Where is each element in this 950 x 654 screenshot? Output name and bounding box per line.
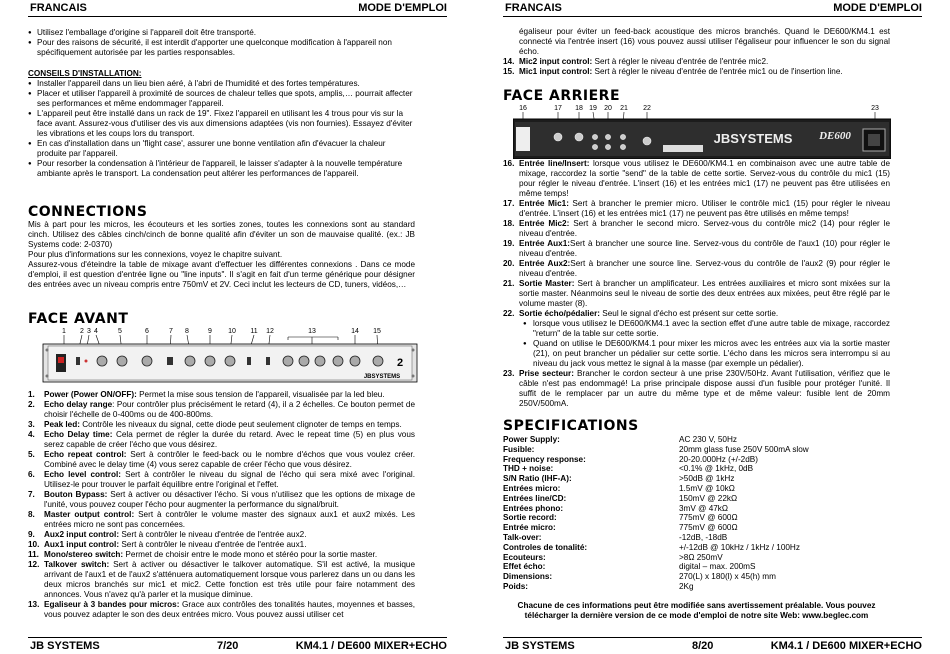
list-item: 11. Mono/stereo switch: Permet de choisir entre le mode mono et stéréo pour la sortie master. bbox=[28, 550, 378, 559]
intro-bullets bbox=[28, 28, 415, 58]
spec-row bbox=[503, 523, 809, 533]
face-avant-section bbox=[28, 311, 415, 327]
callout-3: 3 bbox=[87, 328, 91, 335]
list-item: 17. Entrée Mic1: Sert à brancher le premier micro. Utiliser le contrôle mic1 (15) pour régler le niveau d'entrée. L'insert (16) et les entrées mic1 (17) ne peuvent pas être utilisés en même temps! bbox=[503, 199, 890, 218]
spec-label: Ecouteurs: bbox=[503, 552, 546, 562]
header-language: FRANCAIS bbox=[505, 2, 562, 14]
callout-2: 2 bbox=[80, 328, 84, 335]
callout-7: 7 bbox=[169, 328, 173, 335]
spec-label: THD + noise: bbox=[503, 464, 554, 474]
disclaimer-note: Chacune de ces informations peut être modifiée sans avertissement préalable. Vous pouvez télécharger la dernière version de ce mode d'emploi de notre site Web: www.beglec.com bbox=[517, 600, 876, 620]
callout-23: 23 bbox=[871, 105, 879, 112]
list-item: 12. Talkover switch: Sert à activer ou désactiver le talkover automatique. S'il est activé, la musique arrivant de l'aux1 et de l'aux2 s'atténuera automatiquement lorsque vous parlerez dans un ou dans les deux micros branchés sur mic1 et mic2. Cette fonction est très utile pour faire notamment des annonces. Vous n'avez qu'à parler et la musique diminue. bbox=[28, 560, 415, 599]
list-item: 8. Master output control: Sert à contrôler le volume master des signaux aux1 et aux2 mixés. Les entrées micro ne sont pas concernées. bbox=[28, 510, 415, 529]
spec-label: Power Supply: bbox=[503, 435, 560, 444]
face-arriere-heading: FACE ARRIERE bbox=[503, 88, 621, 104]
list-item: ● Pour resorber la condensation à l'intérieur de l'appareil, le laisser s'adapter à la nouvelle température ambiante après le transport. La condensation peut altérer les performances de l'appareil. bbox=[28, 159, 415, 179]
list-item: 6. Echo level control: Sert à contrôler le niveau du signal de l'écho qui sera mixé avec l'original. Utilisez-le pour trouver le parfait équilibre entre l'original et l'effet. bbox=[28, 470, 415, 489]
paragraph: égaliseur pour éviter un feed-back acoustique des micros branchés. Quand le DE600/KM4.1 est connecté via l'entrée insert (16) vous pouvez aussi utiliser l'égaliseur pour influencer le son du signal écho. bbox=[519, 27, 890, 56]
spec-row bbox=[503, 582, 809, 592]
list-item: 13. Egaliseur à 3 bandes pour micros: Grace aux contrôles des tonalités hautes, moyennes et basses, vous pouvez adapter le son des deux entrées micro. Vous pouvez aussi utiliser cet bbox=[28, 600, 415, 619]
callout-16: 16 bbox=[519, 105, 527, 112]
paragraph: Assurez-vous d'éteindre la table de mixage avant d'effectuer les différentes connexions . Dans ce mode d'emploi, il est question d'entrée ligne ou "line inputs". Il s'agit en fait d'un terme générique pour désigner des entrées avec un niveau compris entre 750mV et 2V. Ceci inclut les lecteurs de CD, tuners, vidéos,… bbox=[28, 260, 415, 289]
callout-9: 9 bbox=[208, 328, 212, 335]
callout-20: 20 bbox=[604, 105, 612, 112]
callout-8: 8 bbox=[185, 328, 189, 335]
list-item: 18. Entrée Mic2: Sert à brancher le second micro. Servez-vous du contrôle mic2 (14) pour régler le niveau d'entrée. bbox=[503, 219, 890, 238]
callout-15: 15 bbox=[373, 328, 381, 335]
list-item: ● Placer et utiliser l'appareil à proximité de sources de chaleur telles que spots, amplis,… pourrait affecter ses performances et même endommager l'appareil. bbox=[28, 89, 415, 109]
footer-brand: JB SYSTEMS bbox=[505, 640, 575, 652]
list-item: 5. Echo repeat control: Sert à contrôler le feed-back ou le nombre d'échos que vous voulez créer. Combiné avec le delay time (4) vous serez capable de créer l'écho que vous désirez. bbox=[28, 450, 415, 469]
list-item: 7. Bouton Bypass: Sert à activer ou désactiver l'écho. Si vous n'utilisez que les options de mixage de l'unité, vous pouvez couper l'écho pour augmenter la performance du signal/bruit. bbox=[28, 490, 415, 509]
callout-17: 17 bbox=[554, 105, 562, 112]
spec-value: 775mV @ 600Ω bbox=[679, 523, 738, 533]
list-item: 16. Entrée line/Insert: lorsque vous utilisez le DE600/KM4.1 en combinaison avec une autre table de mixage, raccordez la sortie "send" de la table de cette sortie. Servez-vous du contrôle du mic1 (15) pour régler le niveau d'entrée. L'insert (16) et les entrées mic1 (17) ne peuvent pas être utilisées en même temps! bbox=[503, 159, 890, 198]
spec-value: 3mV @ 47kΩ bbox=[679, 503, 729, 513]
paragraph: Pour plus d'informations sur les connexions, voyez le chapitre suivant. bbox=[28, 250, 283, 259]
list-item: 1. Power (Power ON/OFF): Permet la mise sous tension de l'appareil, visualisée par la led bleu. bbox=[28, 390, 385, 399]
page-header bbox=[28, 2, 447, 17]
callout-12: 12 bbox=[266, 328, 274, 335]
page-number: 8/20 bbox=[692, 640, 714, 652]
list-item: 21. Sortie Master: Sert à brancher un amplificateur. Les entrées auxiliaires et micro sont mixées sur la sortie master. Néanmoins seul le niveau de sortie des deux entrées aux mixées, peut être réglé par le volume master (8). bbox=[503, 279, 891, 308]
sub-list-item: ● Quand on utilise le DE600/KM4.1 pour mixer les micros avec les entrées aux via la sortie master (21), on peut brancher un pédalier sur cette sortie. L'écho dans les micros sera interrompu si au niveau du jack vous mettez le signal à la masse (par exemple un pédalier). bbox=[503, 339, 890, 369]
spec-row bbox=[503, 474, 809, 484]
spec-value: +/-12dB @ 10kHz / 1kHz / 100Hz bbox=[679, 542, 800, 552]
spec-value: 20-20.000Hz (+/-2dB) bbox=[679, 454, 758, 464]
brand-logo: JBSYSTEMS bbox=[363, 374, 401, 380]
callout-19: 19 bbox=[589, 105, 597, 112]
spec-label: S/N Ratio (IHF-A): bbox=[503, 474, 572, 484]
spec-label: Controles de tonalité: bbox=[503, 542, 588, 552]
list-item: 19. Entrée Aux1:Sert à brancher une source line. Servez-vous du contrôle de l'aux1 (10) pour régler le niveau d'entrée. bbox=[503, 239, 891, 258]
spec-label: Poids: bbox=[503, 581, 529, 591]
spec-label: Fusible: bbox=[503, 444, 535, 454]
callout-11: 11 bbox=[250, 328, 258, 335]
footer-brand: JB SYSTEMS bbox=[30, 640, 100, 652]
list-item: 23. Prise secteur: Brancher le cordon secteur à une prise 230V/50Hz. Avant l'utilisation, vérifiez que le câble n'est pas endommagé! La prise principale dispose aussi d'un fusible pour protéger l'unité. Il suffit de le remplacer par un autre du même type et de même valeur: fusible lent de 20mm 250V/500mA. bbox=[503, 369, 890, 408]
spec-value: digital – max. 200mS bbox=[679, 562, 756, 572]
model-logo: DE600 bbox=[819, 130, 851, 142]
spec-row bbox=[503, 494, 809, 504]
face-avant-heading: FACE AVANT bbox=[28, 311, 129, 327]
spec-value: 150mV @ 22kΩ bbox=[679, 493, 738, 503]
spec-value: AC 230 V, 50Hz bbox=[679, 435, 737, 444]
spec-table bbox=[503, 435, 809, 592]
install-title: CONSEILS D'INSTALLATION: bbox=[28, 69, 142, 78]
spec-row bbox=[503, 484, 809, 494]
svg-text:2: 2 bbox=[396, 357, 404, 369]
face-arriere-section bbox=[503, 88, 890, 104]
spec-label: Sortie record: bbox=[503, 513, 557, 523]
spec-value: -12dB, -18dB bbox=[679, 532, 728, 542]
header-language: FRANCAIS bbox=[30, 2, 87, 14]
spec-value: 775mV @ 600Ω bbox=[679, 513, 738, 523]
callout-4: 4 bbox=[94, 328, 98, 335]
list-item: 9. Aux2 input control: Sert à contrôler le niveau d'entrée de l'entrée aux2. bbox=[28, 530, 307, 539]
spec-row bbox=[503, 572, 809, 582]
list-item: 20. Entrée Aux2:Sert à brancher une source line. Servez-vous du contrôle de l'aux2 (9) pour régler le niveau d'entrée. bbox=[503, 259, 890, 278]
spec-label: Frequency response: bbox=[503, 454, 586, 464]
spec-value: >8Ω 250mV bbox=[679, 552, 723, 562]
callout-18: 18 bbox=[575, 105, 583, 112]
list-item: ● Installer l'appareil dans un lieu bien aéré, à l'abri de l'humidité et des fortes températures. bbox=[28, 79, 415, 89]
list-item: 2. Echo delay range: Pour contrôler plus précisément le retard (4), il a 2 échelles. Ce bouton permet de choisir l'échelle de 0-400ms ou de 400-800ms. bbox=[28, 400, 415, 419]
spec-row bbox=[503, 533, 809, 543]
connections-section bbox=[28, 204, 415, 290]
spec-value: <0.1% @ 1kHz, 0dB bbox=[679, 464, 754, 474]
rear-items-list bbox=[503, 159, 890, 409]
callout-13: 13 bbox=[308, 328, 316, 335]
spec-value: 1.5mV @ 10kΩ bbox=[679, 483, 735, 493]
list-item: 15. Mic1 input control: Sert à régler le niveau d'entrée de l'entrée mic1 ou de l'insertion line. bbox=[503, 67, 843, 76]
front-items-list bbox=[28, 390, 415, 620]
list-item: 22. Sortie écho/pédalier: Seul le signal d'écho est présent sur cette sortie. bbox=[503, 309, 779, 318]
spec-value: 2Kg bbox=[679, 581, 694, 591]
spec-label: Talk-over: bbox=[503, 532, 542, 542]
list-item: ● Pour des raisons de sécurité, il est interdit d'apporter une quelconque modification à l'appareil non spécifiquement autorisée par les parties responsables. bbox=[28, 38, 415, 58]
spec-label: Entrées phono: bbox=[503, 503, 564, 513]
page-number: 7/20 bbox=[217, 640, 239, 652]
list-item: 3. Peak led: Contrôle les niveaux du signal, cette diode peut seulement clignoter de temps en temps. bbox=[28, 420, 402, 429]
callout-14: 14 bbox=[351, 328, 359, 335]
spec-row bbox=[503, 513, 809, 523]
front-panel-illustration bbox=[42, 326, 422, 386]
spec-label: Entrées micro: bbox=[503, 483, 561, 493]
list-item: 14. Mic2 input control: Sert à régler le niveau d'entrée de l'entrée mic2. bbox=[503, 57, 769, 66]
callout-10: 10 bbox=[228, 328, 236, 335]
callout-22: 22 bbox=[643, 105, 651, 112]
paragraph: Mis à part pour les micros, les écouteurs et les sorties zones, toutes les connexions sont au standard cinch. Utilisez des câbles cinch/cinch de bonne qualité afin d'éviter un son de mauvaise qualité. (ex.: JB Systems code: 2-0370) bbox=[28, 220, 415, 249]
header-title: MODE D'EMPLOI bbox=[833, 2, 922, 14]
footer-product: KM4.1 / DE600 MIXER+ECHO bbox=[295, 640, 447, 652]
install-section bbox=[28, 69, 415, 179]
list-item: 4. Echo Delay time: Cela permet de régler la durée du retard. Avec le repeat time (5) en plus vous serez capable de créer l'écho que vous désirez. bbox=[28, 430, 415, 449]
footer-product: KM4.1 / DE600 MIXER+ECHO bbox=[770, 640, 922, 652]
continued-section bbox=[503, 27, 890, 77]
list-item: 10. Aux1 input control: Sert à contrôler le niveau d'entrée de l'entrée aux1. bbox=[28, 540, 307, 549]
spec-label: Entrée micro: bbox=[503, 523, 556, 533]
rear-panel-illustration bbox=[513, 103, 891, 159]
spec-row bbox=[503, 435, 809, 445]
connections-heading: CONNECTIONS bbox=[28, 204, 148, 220]
callout-1: 1 bbox=[62, 328, 66, 335]
callout-21: 21 bbox=[620, 105, 628, 112]
spec-row bbox=[503, 504, 809, 514]
spec-row bbox=[503, 562, 809, 572]
list-item: ● Utilisez l'emballage d'origine si l'appareil doit être transporté. bbox=[28, 28, 415, 38]
spec-label: Effet écho: bbox=[503, 562, 546, 572]
sub-list-item: ● lorsque vous utilisez le DE600/KM4.1 avec la section effet d'une autre table de mixage, raccordez "return" de la table sur cette sortie. bbox=[503, 319, 890, 339]
spec-row bbox=[503, 464, 809, 474]
spec-label: Dimensions: bbox=[503, 572, 553, 582]
spec-row bbox=[503, 553, 809, 563]
spec-value: 270(L) x 180(l) x 45(h) mm bbox=[679, 572, 776, 582]
callout-5: 5 bbox=[118, 328, 122, 335]
brand-logo: JBSYSTEMS bbox=[713, 131, 793, 146]
spec-value: 20mm glass fuse 250V 500mA slow bbox=[679, 444, 809, 454]
list-item: ● En cas d'installation dans un 'flight case', assurer une bonne ventilation afin d'évacuer la chaleur produite par l'appareil. bbox=[28, 139, 415, 159]
page-footer bbox=[28, 637, 447, 652]
spec-label: Entrées line/CD: bbox=[503, 493, 567, 503]
spec-row bbox=[503, 543, 809, 553]
spec-row bbox=[503, 445, 809, 455]
callout-6: 6 bbox=[145, 328, 149, 335]
page-8 bbox=[475, 0, 950, 654]
specifications-heading: SPECIFICATIONS bbox=[503, 418, 639, 434]
spec-row bbox=[503, 455, 809, 465]
list-item: ● L'appareil peut être installé dans un rack de 19". Fixez l'appareil en utilisant les 4 trous pour vis sur la face avant. Assurez-vous d'utiliser des vis aux dimensions adaptées (vis non fournies). Essayez d'éviter les vibrations et les coups lors du transport. bbox=[28, 109, 415, 139]
specifications-section bbox=[503, 418, 890, 621]
spec-value: >50dB @ 1kHz bbox=[679, 474, 735, 484]
header-title: MODE D'EMPLOI bbox=[358, 2, 447, 14]
page-header bbox=[503, 2, 922, 17]
page-footer bbox=[503, 637, 922, 652]
